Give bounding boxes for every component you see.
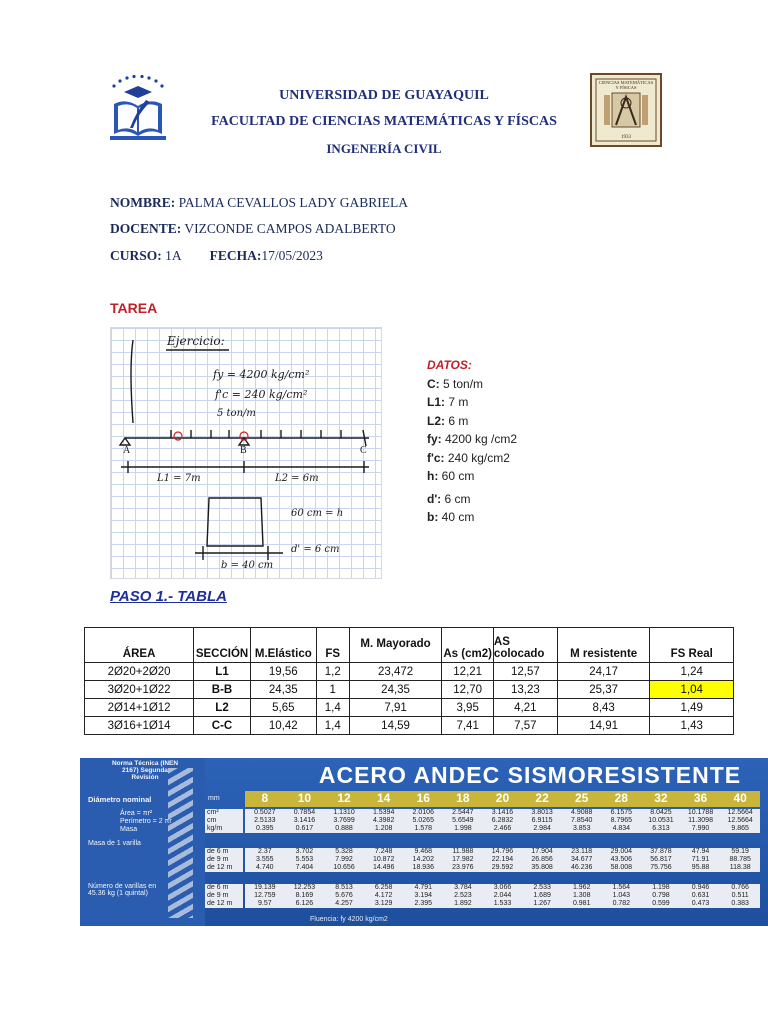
diameter-cell: 40 [733, 791, 747, 805]
andec-cell: 4.257 [335, 900, 353, 907]
count-grid [245, 884, 760, 908]
andec-cell: 118.38 [729, 864, 751, 871]
cell-seccion: B-B [194, 681, 251, 699]
cell-m-elastico: 5,65 [250, 699, 316, 717]
datos-value: 6 cm [441, 491, 471, 506]
results-table [84, 627, 734, 735]
table-row [85, 663, 734, 681]
university-logo [106, 74, 170, 146]
andec-cell: 29.004 [610, 848, 633, 855]
andec-cell: 0.473 [691, 900, 710, 907]
cell-fs: 1,2 [316, 663, 349, 681]
andec-cell: 10.0531 [648, 817, 674, 824]
unit: de 9 m [207, 856, 229, 863]
cell-as-colocado: 4,21 [493, 699, 557, 717]
unit: kg/m [207, 825, 223, 832]
andec-cell: 1.578 [414, 825, 433, 832]
career-name: INGENERÍA CIVIL [326, 141, 442, 156]
andec-cell: 0.599 [652, 900, 670, 907]
andec-cell: 6.2832 [491, 817, 514, 824]
andec-cell: 1.208 [374, 825, 393, 832]
cell-area: 2Ø20+2Ø20 [85, 663, 194, 681]
andec-cell: 0.5027 [254, 809, 276, 816]
sketch-h: 60 cm = h [291, 508, 344, 519]
unit: de 12 m [207, 864, 233, 871]
andec-cell: 47.94 [691, 848, 710, 855]
andec-cell: 3.853 [572, 825, 591, 832]
andec-steel-table [80, 758, 768, 926]
andec-cell: 1.892 [454, 900, 472, 907]
andec-cell: 19.139 [254, 884, 276, 891]
diameter-cell: 8 [261, 791, 269, 805]
cell-m-resistente: 8,43 [557, 699, 650, 717]
andec-cell: 22.194 [491, 856, 514, 863]
cell-seccion: C-C [194, 717, 251, 735]
datos-block [427, 356, 517, 527]
andec-cell: 12.253 [293, 884, 316, 891]
faculty-name: FACULTAD DE CIENCIAS MATEMÁTICAS Y FÍSCAS [211, 114, 557, 129]
andec-cell: 8.7965 [610, 817, 633, 824]
col-header: FS Real [650, 628, 734, 663]
andec-cell: 0.766 [731, 884, 749, 891]
diameter-cell: 36 [693, 791, 708, 805]
andec-cell: 43.506 [610, 856, 633, 863]
andec-cell: 14.796 [491, 848, 514, 855]
cell-as-colocado: 7,57 [493, 717, 557, 735]
andec-cell: 5.553 [295, 856, 314, 863]
andec-cell: 1.962 [572, 884, 591, 891]
andec-cell: 2.523 [454, 892, 472, 899]
props-label: Perímetro = 2 πr [120, 818, 172, 825]
diameter-header [245, 791, 760, 807]
props-units [205, 809, 243, 833]
sketch-bw: b = 40 cm [221, 560, 274, 571]
nombre-label: NOMBRE: [110, 195, 176, 210]
col-header: SECCIÓN [194, 628, 251, 663]
andec-cell: 4.791 [414, 884, 433, 891]
andec-cell: 34.677 [571, 856, 593, 863]
andec-cell: 4.740 [256, 864, 274, 871]
seal-text: CIENCIAS MATEMÁTICAS Y FÍSICAS [598, 80, 654, 90]
andec-cell: 0.631 [691, 892, 710, 899]
datos-label: b: [427, 510, 439, 524]
diameter-cell: 20 [495, 791, 510, 805]
cell-as-colocado: 13,23 [493, 681, 557, 699]
cell-as: 3,95 [442, 699, 494, 717]
diameter-cell: 14 [376, 791, 391, 805]
curso-label: CURSO: [110, 248, 162, 263]
datos-item [427, 490, 517, 509]
andec-cell: 2.533 [533, 884, 551, 891]
sketch-d: d' = 6 cm [291, 544, 340, 555]
cell-fs-real-highlighted: 1,04 [650, 681, 734, 699]
cell-as: 12,21 [442, 663, 494, 681]
cell-m-elastico: 19,56 [250, 663, 316, 681]
andec-cell: 5.0265 [412, 817, 434, 824]
datos-item [427, 508, 517, 527]
andec-cell: 0.946 [691, 884, 710, 891]
cell-fs-real: 1,49 [650, 699, 734, 717]
andec-cell: 4.172 [374, 892, 393, 899]
andec-cell: 88.785 [729, 856, 751, 863]
andec-cell: 2.37 [257, 848, 272, 855]
andec-cell: 1.198 [652, 884, 670, 891]
diameter-cell: 16 [416, 791, 430, 805]
docente-row [110, 221, 396, 237]
cell-m-elastico: 24,35 [250, 681, 316, 699]
diameter-cell: 18 [456, 791, 470, 805]
andec-cell: 17.982 [452, 856, 474, 863]
cell-fs: 1,4 [316, 717, 349, 735]
rebar-illustration [168, 768, 193, 918]
props-label: Área = πr² [120, 810, 153, 817]
andec-cell: 0.798 [652, 892, 670, 899]
andec-cell: 6.1575 [610, 809, 633, 816]
andec-title: ACERO ANDEC SISMORESISTENTE [318, 762, 742, 788]
cell-area: 3Ø16+1Ø14 [85, 717, 194, 735]
andec-cell: 2.466 [493, 825, 512, 832]
andec-cell: 6.313 [652, 825, 670, 832]
props-grid [245, 809, 760, 833]
andec-cell: 1.689 [533, 892, 551, 899]
cell-area: 3Ø20+1Ø22 [85, 681, 194, 699]
diameter-cell: 32 [654, 791, 668, 805]
mass-units [205, 848, 243, 872]
andec-cell: 1.308 [572, 892, 591, 899]
datos-item [427, 412, 517, 431]
table-row [85, 717, 734, 735]
andec-cell: 1.1310 [333, 809, 355, 816]
datos-value: 7 m [445, 395, 469, 409]
andec-cell: 59.19 [731, 848, 749, 855]
andec-footer: Fluencia: fy 4200 kg/cm2 [310, 916, 388, 923]
andec-cell: 4.9088 [571, 809, 593, 816]
andec-cell: 5.6549 [452, 817, 474, 824]
unit: de 9 m [207, 892, 229, 899]
andec-cell: 3.194 [414, 892, 433, 899]
cell-fs-real: 1,43 [650, 717, 734, 735]
nombre-value: PALMA CEVALLOS LADY GABRIELA [175, 195, 409, 210]
datos-item [427, 449, 517, 468]
andec-cell: 10.656 [333, 864, 355, 871]
unit: cm [207, 817, 217, 824]
sketch-title: Ejercicio: [167, 334, 225, 348]
sketch-fc: f'c = 240 kg/cm² [215, 388, 308, 401]
col-header: M. Mayorado [349, 628, 442, 663]
count-units [205, 884, 243, 908]
datos-item [427, 375, 517, 394]
andec-cell: 6.258 [374, 884, 393, 891]
andec-cell: 7.248 [374, 848, 393, 855]
datos-item [427, 467, 517, 486]
props-label: Masa [120, 826, 138, 833]
andec-cell: 18.936 [412, 864, 434, 871]
sketch-a: A [123, 445, 131, 456]
andec-cell: 46.236 [571, 864, 593, 871]
col-header: AS colocado [493, 628, 557, 663]
andec-cell: 1.5394 [372, 809, 395, 816]
mass-label: Masa de 1 varilla [88, 840, 141, 847]
university-name: UNIVERSIDAD DE GUAYAQUIL [279, 88, 489, 103]
andec-cell: 1.043 [612, 892, 631, 899]
sketch-l2: L2 = 6m [275, 473, 319, 484]
cell-as: 7,41 [442, 717, 494, 735]
fecha-value: 17/05/2023 [261, 248, 323, 263]
andec-cell: 58.008 [610, 864, 633, 871]
datos-label: L1: [427, 395, 445, 409]
paso-heading: PASO 1.- TABLA [110, 588, 227, 605]
seal-year: 1933 [621, 135, 631, 140]
datos-value: 6 m [445, 413, 469, 428]
andec-cell: 9.468 [414, 848, 433, 855]
andec-cell: 14.202 [412, 856, 434, 863]
andec-cell: 3.8013 [531, 809, 553, 816]
datos-value: 4200 kg /cm2 [441, 432, 518, 446]
andec-cell: 7.404 [295, 864, 314, 871]
datos-label: fy: [427, 432, 442, 446]
andec-cell: 2.5447 [452, 809, 474, 816]
andec-cell: 7.8540 [571, 817, 593, 824]
andec-cell: 11.3098 [688, 817, 713, 824]
datos-value: 240 kg/cm2 [444, 450, 510, 465]
andec-cell: 14.496 [372, 864, 395, 871]
andec-cell: 1.267 [533, 900, 551, 907]
cell-as-colocado: 12,57 [493, 663, 557, 681]
andec-cell: 4.834 [612, 825, 631, 832]
fecha-label: FECHA: [209, 248, 262, 263]
unit: de 6 m [207, 848, 229, 855]
cell-m-elastico: 10,42 [250, 717, 316, 735]
datos-label: f'c: [427, 450, 445, 465]
andec-cell: 2.0106 [412, 809, 434, 816]
sketch-b: B [240, 445, 247, 456]
andec-cell: 3.1416 [491, 809, 514, 816]
datos-label: C: [427, 376, 440, 391]
table-row [85, 681, 734, 699]
andec-cell: 29.592 [491, 864, 514, 871]
andec-cell: 3.702 [295, 848, 314, 855]
cell-as: 12,70 [442, 681, 494, 699]
curso-row [110, 248, 323, 264]
diameter-cell: 25 [575, 791, 589, 805]
unit: de 12 m [207, 900, 233, 907]
diam-unit: mm [208, 795, 220, 802]
table-row [85, 699, 734, 717]
cell-seccion: L2 [194, 699, 251, 717]
diam-label: Diámetro nominal [88, 795, 152, 804]
andec-cell: 0.617 [295, 825, 314, 832]
sketch-l1: L1 = 7m [157, 473, 201, 484]
cell-m-resistente: 24,17 [557, 663, 650, 681]
cell-seccion: L1 [194, 663, 251, 681]
datos-title: DATOS: [427, 358, 472, 372]
cell-m-mayorado: 24,35 [349, 681, 442, 699]
andec-cell: 7.992 [335, 856, 353, 863]
faculty-seal [590, 73, 662, 147]
cell-area: 2Ø14+1Ø12 [85, 699, 194, 717]
andec-cell: 2.5133 [254, 817, 276, 824]
andec-cell: 1.533 [493, 900, 512, 907]
andec-cell: 2.044 [493, 892, 512, 899]
andec-cell: 0.782 [612, 900, 631, 907]
andec-cell: 9.865 [731, 825, 749, 832]
datos-label: h: [427, 469, 439, 483]
andec-cell: 3.066 [493, 884, 512, 891]
unit: de 6 m [207, 884, 229, 891]
andec-cell: 0.383 [731, 900, 749, 907]
andec-cell: 12.759 [254, 892, 276, 899]
datos-item [427, 430, 517, 449]
andec-cell: 26.856 [531, 856, 553, 863]
datos-value: 60 cm [438, 469, 475, 483]
andec-cell: 75.756 [650, 864, 672, 871]
curso-value: 1A [161, 248, 181, 263]
andec-norma: Norma Técnica (INEN 2167) Segunda Revisión [111, 760, 179, 781]
andec-cell: 12.5664 [727, 817, 753, 824]
col-header: As (cm2) [442, 628, 494, 663]
datos-label: d': [427, 491, 442, 506]
diameter-cell: 10 [297, 791, 312, 805]
andec-cell: 3.784 [454, 884, 472, 891]
andec-cell: 2.395 [414, 900, 433, 907]
cell-m-mayorado: 7,91 [349, 699, 442, 717]
table-header-row [85, 628, 734, 663]
andec-cell: 3.129 [374, 900, 393, 907]
docente-label: DOCENTE: [110, 221, 182, 236]
andec-cell: 95.88 [691, 864, 710, 871]
unit: cm² [207, 809, 219, 816]
cell-fs: 1,4 [316, 699, 349, 717]
andec-cell: 6.126 [295, 900, 314, 907]
col-header: M.Elástico [250, 628, 316, 663]
tarea-heading: TAREA [110, 300, 158, 316]
andec-cell: 17.904 [531, 848, 553, 855]
sketch-fy: fy = 4200 kg/cm² [213, 368, 310, 381]
andec-cell: 9.57 [257, 900, 272, 907]
andec-cell: 71.91 [691, 856, 710, 863]
diameter-cell: 22 [535, 791, 549, 805]
col-header: ÁREA [85, 628, 194, 663]
andec-cell: 1.564 [612, 884, 631, 891]
andec-cell: 0.395 [256, 825, 274, 832]
andec-cell: 1.998 [454, 825, 472, 832]
datos-value: 40 cm [438, 510, 475, 524]
docente-value: VIZCONDE CAMPOS ADALBERTO [181, 221, 396, 236]
cell-m-mayorado: 23,472 [349, 663, 442, 681]
col-header: FS [316, 628, 349, 663]
count-label: Número de varillas en 45.36 kg (1 quintal) [88, 883, 157, 897]
andec-cell: 10.1788 [687, 809, 714, 816]
sketch-c: C [360, 445, 367, 456]
andec-cell: 8.169 [295, 892, 314, 899]
andec-cell: 56.817 [650, 856, 672, 863]
andec-cell: 3.7699 [333, 817, 355, 824]
diameter-cell: 12 [337, 791, 351, 805]
andec-cell: 12.5664 [727, 809, 753, 816]
andec-cell: 0.981 [572, 900, 591, 907]
datos-label: L2: [427, 413, 445, 428]
datos-value: 5 ton/m [439, 376, 484, 391]
col-header: M resistente [557, 628, 650, 663]
andec-cell: 7.990 [691, 825, 710, 832]
andec-cell: 8.0425 [650, 809, 672, 816]
exercise-sketch [110, 327, 382, 579]
andec-cell: 6.9115 [531, 817, 553, 824]
andec-cell: 3.555 [256, 856, 274, 863]
andec-cell: 35.808 [531, 864, 553, 871]
andec-cell: 37.878 [650, 848, 672, 855]
andec-cell: 0.511 [731, 892, 749, 899]
mass-grid [245, 848, 760, 872]
andec-cell: 23.976 [452, 864, 474, 871]
andec-cell: 2.984 [533, 825, 551, 832]
andec-cell: 8.513 [335, 884, 353, 891]
andec-cell: 5.328 [335, 848, 353, 855]
andec-cell: 5.676 [335, 892, 353, 899]
cell-m-mayorado: 14,59 [349, 717, 442, 735]
andec-cell: 0.7854 [293, 809, 316, 816]
diameter-cell: 28 [614, 791, 628, 805]
andec-cell: 23.118 [571, 848, 593, 855]
andec-cell: 4.3982 [372, 817, 395, 824]
cell-m-resistente: 25,37 [557, 681, 650, 699]
cell-m-resistente: 14,91 [557, 717, 650, 735]
andec-cell: 11.988 [452, 848, 474, 855]
sketch-load: 5 ton/m [217, 408, 256, 419]
andec-cell: 3.1416 [293, 817, 316, 824]
nombre-row [110, 195, 408, 211]
andec-cell: 10.872 [372, 856, 395, 863]
datos-item [427, 393, 517, 412]
andec-cell: 0.888 [335, 825, 353, 832]
cell-fs: 1 [316, 681, 349, 699]
cell-fs-real: 1,24 [650, 663, 734, 681]
